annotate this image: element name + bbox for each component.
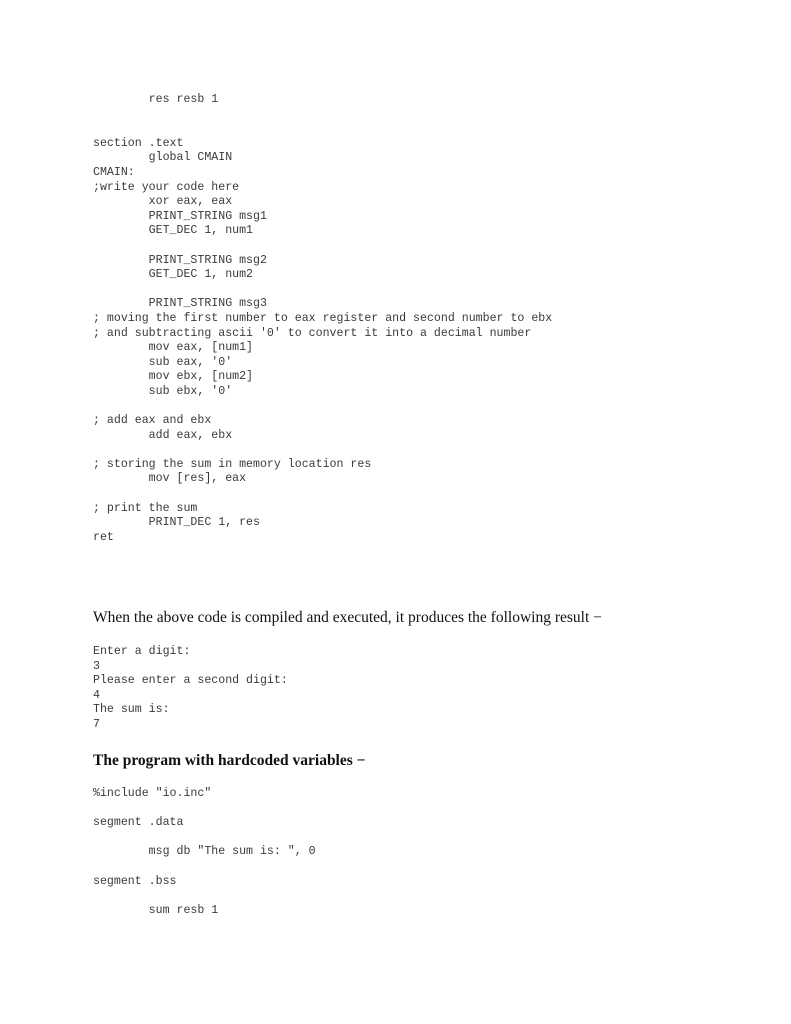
code-line: PRINT_STRING msg2 [93,253,267,267]
code-line: ; storing the sum in memory location res [93,457,372,471]
code-line: section .text [93,136,184,150]
code-line: segment .data [93,816,184,830]
code-line: The sum is: [93,703,170,717]
code-line [93,487,552,502]
code-line [93,399,552,414]
code-line: res resb 1 [93,93,219,106]
code-line: sub eax, '0' [93,355,233,369]
code-line: msg db "The sum is: ", 0 [93,845,316,859]
code-line [93,860,316,875]
code-line: ; add eax and ebx [93,414,212,428]
code-line: GET_DEC 1, num1 [93,224,254,238]
code-line: 7 [93,717,100,731]
code-line [93,108,552,123]
code-line: xor eax, eax [93,195,233,209]
code-line: sum resb 1 [93,903,219,917]
program-output-block [93,645,288,733]
code-line: ; print the sum [93,501,198,515]
code-line [93,889,316,904]
code-line: 4 [93,688,100,702]
code-line: mov ebx, [num2] [93,370,254,384]
code-line: mov [res], eax [93,472,247,486]
code-line: PRINT_STRING msg3 [93,297,267,311]
code-line [93,122,552,137]
code-line: Please enter a second digit: [93,674,288,688]
code-line [93,283,552,298]
code-line: global CMAIN [93,151,233,165]
code-line: %include "io.inc" [93,787,212,800]
code-line: sub ebx, '0' [93,384,233,398]
code-line [93,831,316,846]
code-block-bottom [93,787,316,918]
code-line: ret [93,530,114,544]
code-line [93,443,552,458]
code-line: ; moving the first number to eax register and second number to ebx [93,311,553,325]
result-intro-text: When the above code is compiled and executed, it produces the following result − [93,609,602,626]
code-line: add eax, ebx [93,428,233,442]
code-line: ; and subtracting ascii '0' to convert it into a decimal number [93,326,532,340]
code-line: CMAIN: [93,165,135,179]
code-line [93,239,552,254]
code-line [93,802,316,817]
code-line: ;write your code here [93,180,240,194]
code-line: mov eax, [num1] [93,341,254,355]
code-block-top [93,93,552,545]
code-line: Enter a digit: [93,645,191,658]
code-line: PRINT_STRING msg1 [93,209,267,223]
section-heading: The program with hardcoded variables − [93,752,366,769]
code-line: segment .bss [93,874,177,888]
code-line: GET_DEC 1, num2 [93,268,254,282]
code-line: PRINT_DEC 1, res [93,516,260,530]
code-line: 3 [93,659,100,673]
